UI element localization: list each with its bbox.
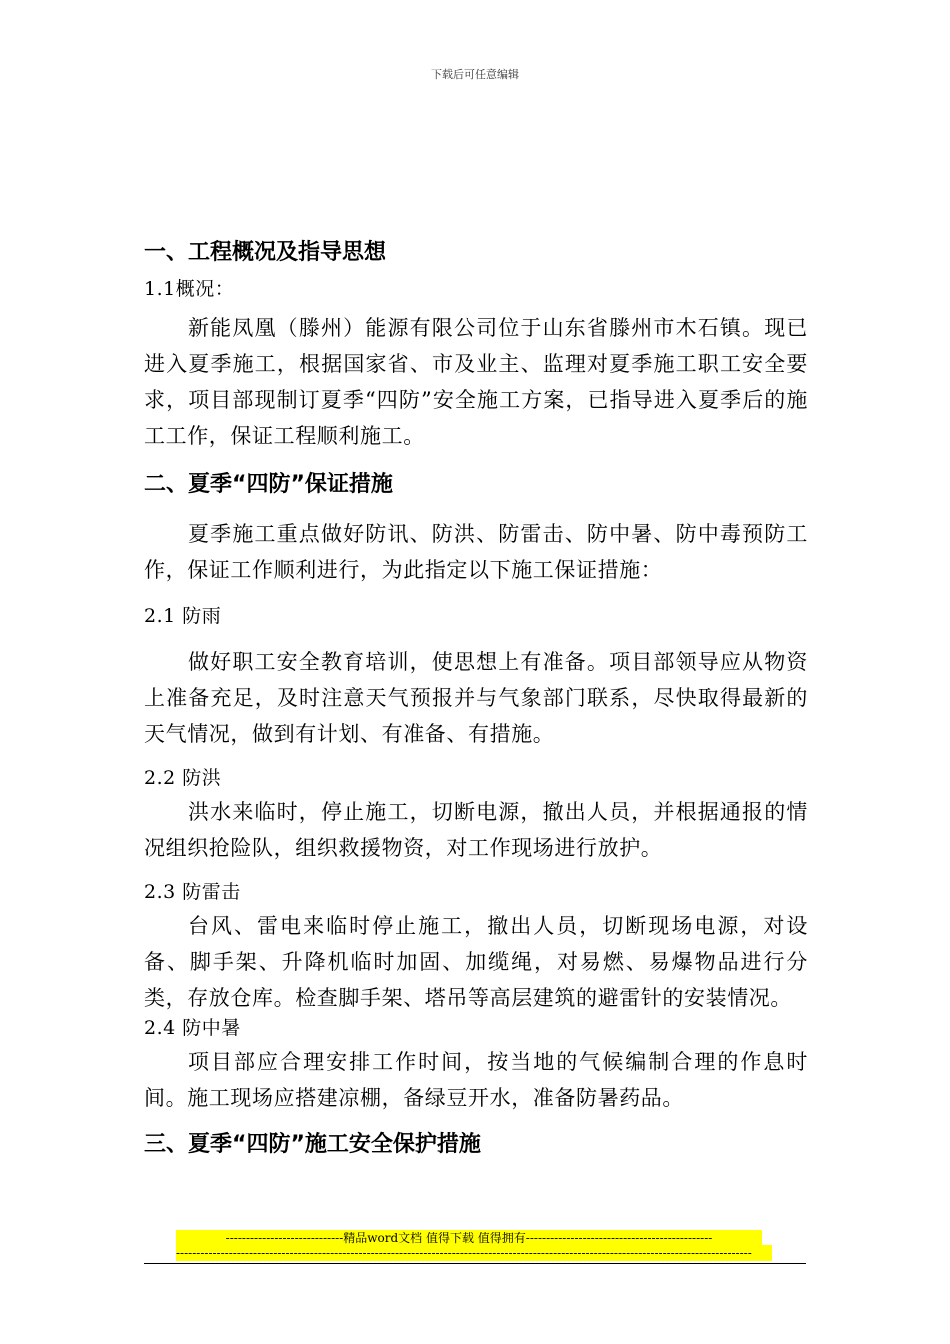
section-3-heading: 三、夏季“四防”施工安全保护措施 (144, 1132, 481, 1157)
subsection-2-3-paragraph: 台风、雷电来临时停止施工，撤出人员，切断现场电源，对设备、脚手架、升降机临时加固、加缆绳，对易燃、易爆物品进行分类，存放仓库。检查脚手架、塔吊等高层建筑的避雷针的安装情况。 (144, 914, 808, 1010)
subsection-2-3-heading: 2.3 防雷击 (144, 881, 241, 903)
footer-rule (144, 1263, 806, 1264)
section-1-paragraph: 新能凤凰（滕州）能源有限公司位于山东省滕州市木石镇。现已进入夏季施工，根据国家省、市及业主、监理对夏季施工职工安全要求，项目部现制订夏季“四防”安全施工方案，已指导进入夏季后的施工工作，保证工程顺利施工。 (144, 316, 808, 448)
footer-banner-line-2: ---------------------------------------------------------------------------------------------------------------------------------------------- (176, 1245, 772, 1261)
section-1-heading: 一、工程概况及指导思想 (144, 240, 387, 265)
footer-banner-line-1: -----------------------------精品word文档 值得下载 值得拥有---------------------------------------------- (176, 1230, 762, 1246)
subsection-2-4-paragraph: 项目部应合理安排工作时间，按当地的气候编制合理的作息时间。施工现场应搭建凉棚，备绿豆开水，准备防暑药品。 (144, 1050, 808, 1110)
document-body (144, 238, 808, 1160)
subsection-2-1-paragraph: 做好职工安全教育培训，使思想上有准备。项目部领导应从物资上准备充足，及时注意天气预报并与气象部门联系，尽快取得最新的天气情况，做到有计划、有准备、有措施。 (144, 650, 808, 746)
subsection-2-2-paragraph: 洪水来临时，停止施工，切断电源，撤出人员，并根据通报的情况组织抢险队，组织救援物资，对工作现场进行放护。 (144, 800, 808, 860)
section-2-heading: 二、夏季“四防”保证措施 (144, 472, 393, 497)
subsection-2-1-heading: 2.1 防雨 (144, 605, 222, 627)
subsection-1-1-heading: 1.1概况： (144, 278, 235, 300)
header-note: 下载后可任意编辑 (431, 68, 519, 81)
subsection-2-2-heading: 2.2 防洪 (144, 767, 222, 789)
section-2-intro-paragraph: 夏季施工重点做好防讯、防洪、防雷击、防中暑、防中毒预防工作，保证工作顺利进行，为此指定以下施工保证措施： (144, 522, 808, 582)
subsection-2-4-heading: 2.4 防中暑 (144, 1017, 241, 1039)
